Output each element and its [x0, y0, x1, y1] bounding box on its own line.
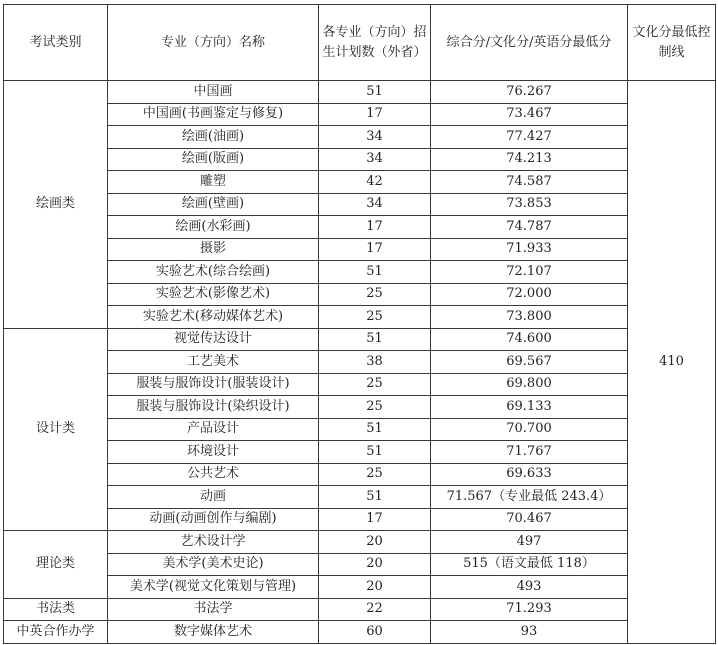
plan-cell: 42	[319, 171, 431, 194]
header-major: 专业（方向）名称	[108, 5, 319, 81]
major-cell: 数字媒体艺术	[108, 621, 319, 644]
table-row	[4, 621, 716, 644]
min-score-cell: 76.267	[431, 81, 628, 104]
category-cell: 理论类	[4, 531, 108, 599]
table-row	[4, 508, 716, 531]
major-cell: 绘画(壁画)	[108, 193, 319, 216]
header-plan: 各专业（方向）招生计划数（外省）	[319, 5, 431, 81]
major-cell: 实验艺术(影像艺术)	[108, 283, 319, 306]
major-cell: 美术学(视觉文化策划与管理)	[108, 576, 319, 599]
plan-cell: 51	[319, 81, 431, 104]
category-cell: 中英合作办学	[4, 621, 108, 644]
min-score-cell: 72.107	[431, 261, 628, 284]
min-score-cell: 93	[431, 621, 628, 644]
plan-cell: 34	[319, 126, 431, 149]
plan-cell: 51	[319, 261, 431, 284]
table-row	[4, 171, 716, 194]
table-row	[4, 103, 716, 126]
min-score-cell: 69.633	[431, 463, 628, 486]
min-score-cell: 69.567	[431, 351, 628, 374]
plan-cell: 51	[319, 486, 431, 509]
table-row	[4, 576, 716, 599]
plan-cell: 25	[319, 283, 431, 306]
plan-cell: 17	[319, 238, 431, 261]
plan-cell: 20	[319, 576, 431, 599]
min-score-cell: 69.800	[431, 373, 628, 396]
table-row	[4, 126, 716, 149]
major-cell: 产品设计	[108, 418, 319, 441]
table-row	[4, 216, 716, 239]
table-row	[4, 531, 716, 554]
major-cell: 书法学	[108, 598, 319, 621]
major-cell: 中国画	[108, 81, 319, 104]
plan-cell: 20	[319, 553, 431, 576]
min-score-cell: 71.767	[431, 441, 628, 464]
table-row	[4, 351, 716, 374]
major-cell: 服装与服饰设计(服装设计)	[108, 373, 319, 396]
min-score-cell: 497	[431, 531, 628, 554]
category-cell: 书法类	[4, 598, 108, 621]
plan-cell: 51	[319, 418, 431, 441]
plan-cell: 51	[319, 328, 431, 351]
table-row	[4, 148, 716, 171]
major-cell: 动画	[108, 486, 319, 509]
table-row	[4, 441, 716, 464]
plan-cell: 20	[319, 531, 431, 554]
table-row	[4, 373, 716, 396]
table-row	[4, 238, 716, 261]
major-cell: 中国画(书画鉴定与修复)	[108, 103, 319, 126]
min-score-cell: 74.213	[431, 148, 628, 171]
table-body	[4, 81, 716, 644]
min-score-cell: 493	[431, 576, 628, 599]
table-row	[4, 193, 716, 216]
major-cell: 美术学(美术史论)	[108, 553, 319, 576]
major-cell: 雕塑	[108, 171, 319, 194]
major-cell: 绘画(版画)	[108, 148, 319, 171]
table-row	[4, 81, 716, 104]
culture-line-cell: 410	[628, 81, 716, 644]
table-row	[4, 418, 716, 441]
table-row	[4, 598, 716, 621]
min-score-cell: 70.467	[431, 508, 628, 531]
plan-cell: 25	[319, 373, 431, 396]
min-score-cell: 71.567（专业最低 243.4）	[431, 486, 628, 509]
plan-cell: 34	[319, 148, 431, 171]
header-row	[4, 5, 716, 81]
major-cell: 视觉传达设计	[108, 328, 319, 351]
category-cell: 设计类	[4, 328, 108, 531]
major-cell: 动画(动画创作与编剧)	[108, 508, 319, 531]
table-row	[4, 396, 716, 419]
table-row	[4, 328, 716, 351]
header-culture-line: 文化分最低控制线	[628, 5, 716, 81]
min-score-cell: 73.853	[431, 193, 628, 216]
plan-cell: 51	[319, 441, 431, 464]
min-score-cell: 71.933	[431, 238, 628, 261]
plan-cell: 17	[319, 508, 431, 531]
plan-cell: 38	[319, 351, 431, 374]
min-score-cell: 77.427	[431, 126, 628, 149]
table-row	[4, 283, 716, 306]
plan-cell: 25	[319, 463, 431, 486]
plan-cell: 34	[319, 193, 431, 216]
table-row	[4, 306, 716, 329]
min-score-cell: 71.293	[431, 598, 628, 621]
plan-cell: 17	[319, 216, 431, 239]
table-row	[4, 261, 716, 284]
min-score-cell: 69.133	[431, 396, 628, 419]
plan-cell: 22	[319, 598, 431, 621]
admission-scores-table	[3, 4, 716, 644]
table-row	[4, 463, 716, 486]
category-cell: 绘画类	[4, 81, 108, 329]
major-cell: 服装与服饰设计(染织设计)	[108, 396, 319, 419]
plan-cell: 60	[319, 621, 431, 644]
major-cell: 工艺美术	[108, 351, 319, 374]
header-min-score: 综合分/文化分/英语分最低分	[431, 5, 628, 81]
major-cell: 公共艺术	[108, 463, 319, 486]
major-cell: 实验艺术(移动媒体艺术)	[108, 306, 319, 329]
plan-cell: 25	[319, 306, 431, 329]
header-category: 考试类别	[4, 5, 108, 81]
major-cell: 绘画(油画)	[108, 126, 319, 149]
min-score-cell: 73.467	[431, 103, 628, 126]
min-score-cell: 70.700	[431, 418, 628, 441]
min-score-cell: 74.587	[431, 171, 628, 194]
major-cell: 摄影	[108, 238, 319, 261]
plan-cell: 25	[319, 396, 431, 419]
table-row	[4, 486, 716, 509]
major-cell: 艺术设计学	[108, 531, 319, 554]
min-score-cell: 72.000	[431, 283, 628, 306]
min-score-cell: 515（语文最低 118）	[431, 553, 628, 576]
table-row	[4, 553, 716, 576]
min-score-cell: 74.787	[431, 216, 628, 239]
major-cell: 绘画(水彩画)	[108, 216, 319, 239]
min-score-cell: 73.800	[431, 306, 628, 329]
major-cell: 环境设计	[108, 441, 319, 464]
min-score-cell: 74.600	[431, 328, 628, 351]
major-cell: 实验艺术(综合绘画)	[108, 261, 319, 284]
plan-cell: 17	[319, 103, 431, 126]
